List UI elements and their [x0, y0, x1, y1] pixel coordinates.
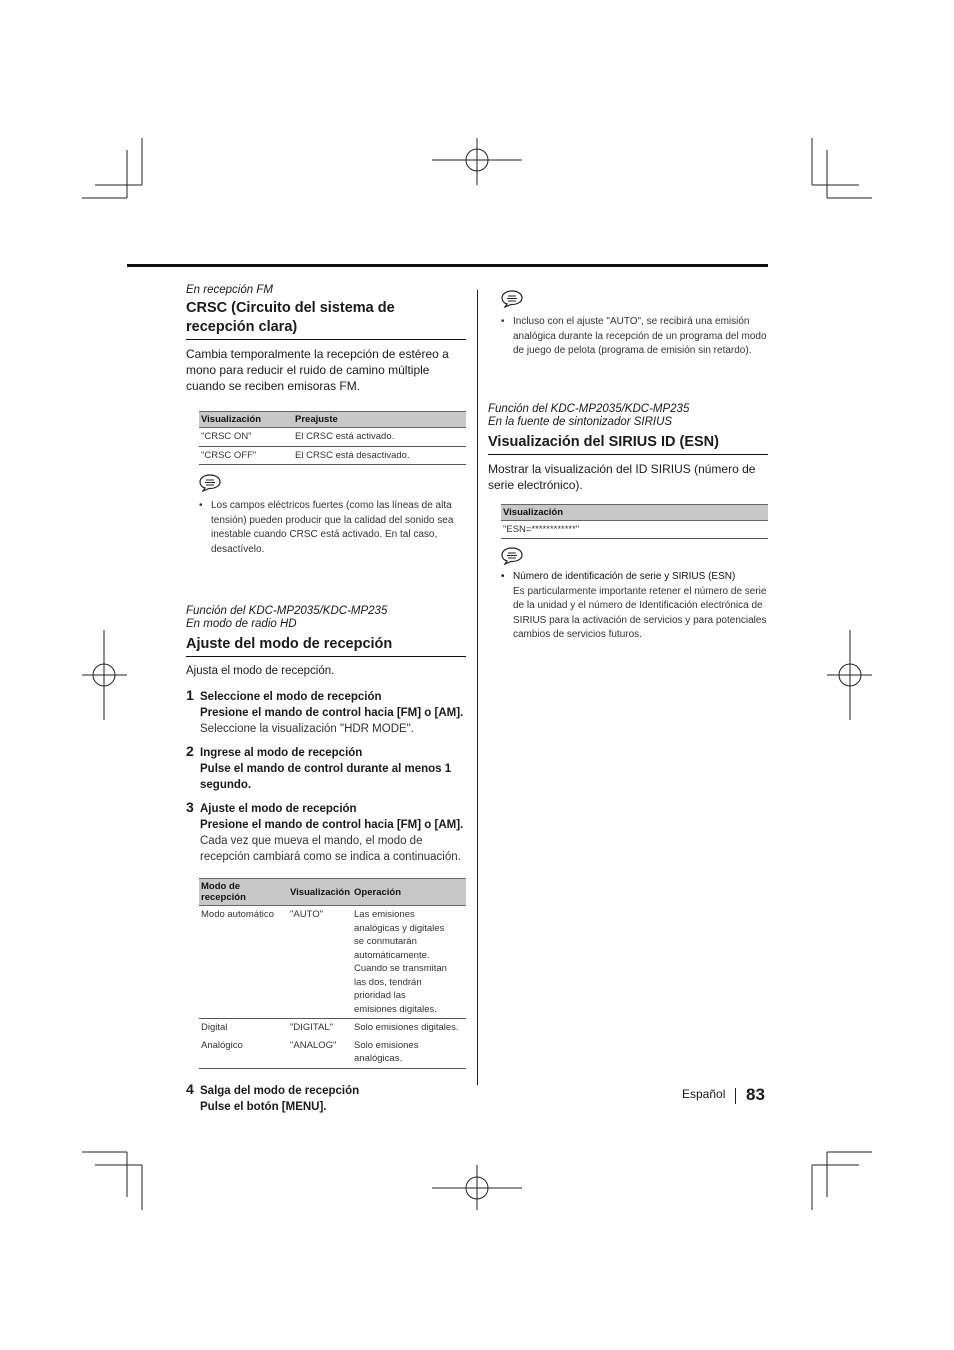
- step-4: [186, 1080, 466, 1115]
- table-cell: Las emisiones analógicas y digitales se conmutarán automáticamente. Cuando se transmitan las dos, tendrán prioridad las emisiones digitales.: [352, 906, 466, 1019]
- step-1: [186, 689, 466, 737]
- reception-description: Ajusta el modo de recepción.: [186, 665, 335, 677]
- sirius-title: Visualización del SIRIUS ID (ESN): [488, 433, 768, 455]
- table-cell: Analógico: [199, 1037, 288, 1069]
- footer-separator: [735, 1088, 736, 1104]
- reception-table-header: Operación: [352, 879, 466, 906]
- step-action: Pulse el botón [MENU].: [200, 1100, 327, 1113]
- table-cell: "CRSC ON": [199, 428, 293, 447]
- step-action: Presione el mando de control hacia [FM] o [AM].: [200, 819, 464, 831]
- table-cell: Modo automático: [199, 906, 288, 1019]
- reception-table: [199, 878, 466, 1069]
- reception-context-1: Función del KDC-MP2035/KDC-MP235: [186, 605, 388, 617]
- table-cell: "ANALOG": [288, 1037, 352, 1069]
- page-number: 83: [746, 1085, 765, 1104]
- step-title: Ajuste el modo de recepción: [200, 803, 357, 815]
- table-cell: El CRSC está activado.: [293, 428, 466, 447]
- crsc-note: • Los campos eléctricos fuertes (como las líneas de alta tensión) pueden producir que la calidad del sonido sea inestable cuando CRSC está activado. En tal caso, desactívelo.: [199, 499, 466, 557]
- sirius-table: [501, 504, 768, 540]
- note-icon: [501, 547, 523, 565]
- table-cell: Digital: [201, 1022, 228, 1033]
- reception-section: [186, 605, 466, 1115]
- note-icon: [501, 290, 523, 308]
- step-action: Presione el mando de control hacia [FM] o [AM].: [200, 707, 464, 719]
- crsc-description: Cambia temporalmente la recepción de estéreo a mono para reducir el ruido de camino múltiple cuando se reciben emisoras FM.: [186, 347, 449, 393]
- crsc-section: [186, 284, 466, 557]
- step-number: 3: [186, 799, 194, 815]
- reception-title: Ajuste del modo de recepción: [186, 635, 466, 657]
- step-action: Pulse el mando de control durante al menos 1 segundo.: [200, 763, 452, 791]
- step-number: 2: [186, 743, 194, 759]
- right-column: [488, 290, 768, 643]
- step-number: 1: [186, 687, 194, 703]
- column-divider: [477, 290, 478, 1085]
- sirius-context-2: En la fuente de sintonizador SIRIUS: [488, 415, 673, 428]
- reception-table-header: Visualización: [288, 879, 352, 906]
- step-number: 4: [186, 1080, 194, 1097]
- crsc-title: CRSC (Circuito del sistema de recepción clara): [186, 299, 466, 340]
- table-row: [199, 1037, 466, 1069]
- table-cell: "DIGITAL": [290, 1022, 333, 1033]
- sirius-section: [488, 403, 768, 643]
- sirius-table-header: Visualización: [501, 504, 768, 520]
- reception-context-2: En modo de radio HD: [186, 618, 297, 630]
- table-cell: "AUTO": [288, 906, 352, 1019]
- reception-table-header: Modo de recepción: [199, 879, 288, 906]
- step-title: Ingrese al modo de recepción: [200, 747, 363, 759]
- step-3: [186, 801, 466, 865]
- crsc-table: [199, 411, 466, 465]
- step-title: Salga del modo de recepción: [200, 1084, 360, 1097]
- table-cell: Solo emisiones analógicas.: [352, 1037, 466, 1069]
- sirius-context-1: Función del KDC-MP2035/KDC-MP235: [488, 402, 690, 415]
- step-title: Seleccione el modo de recepción: [200, 691, 382, 703]
- crsc-table-header: Preajuste: [293, 412, 466, 428]
- table-cell: El CRSC está desactivado.: [293, 446, 466, 465]
- left-column: [186, 284, 466, 1115]
- auto-note: • Incluso con el ajuste "AUTO", se recibirá una emisión analógica durante la recepción de un programa del modo de juego de pelota (programa de emisión sin retardo).: [501, 315, 768, 359]
- table-cell: "CRSC OFF": [199, 446, 293, 465]
- crsc-context: En recepción FM: [186, 284, 273, 296]
- table-row: [199, 428, 466, 447]
- step-2: [186, 745, 466, 793]
- sirius-description: Mostrar la visualización del ID SIRIUS (número de serie electrónico).: [488, 461, 756, 492]
- table-row: [199, 1019, 466, 1037]
- step-note: Seleccione la visualización "HDR MODE".: [200, 723, 414, 735]
- step-note: Cada vez que mueva el mando, el modo de recepción cambiará como se indica a continuación.: [200, 835, 461, 863]
- table-cell: Solo emisiones digitales.: [354, 1022, 459, 1033]
- table-cell: "ESN=************": [501, 520, 768, 539]
- crsc-table-header: Visualización: [199, 412, 293, 428]
- note-icon: [199, 474, 221, 492]
- table-row: [199, 906, 466, 1019]
- table-row: [199, 446, 466, 465]
- table-row: [501, 520, 768, 539]
- footer-language: Español: [682, 1087, 726, 1101]
- header-rule: [127, 264, 768, 267]
- esn-note-body: Es particularmente importante retener el número de serie de la unidad y el número de Identificación electrónica de SIRIUS para la activación de servicios y para potenciales cambios de servicios futuros.: [513, 585, 767, 640]
- esn-note-title: • Número de identificación de serie y SIRIUS (ESN): [501, 570, 768, 585]
